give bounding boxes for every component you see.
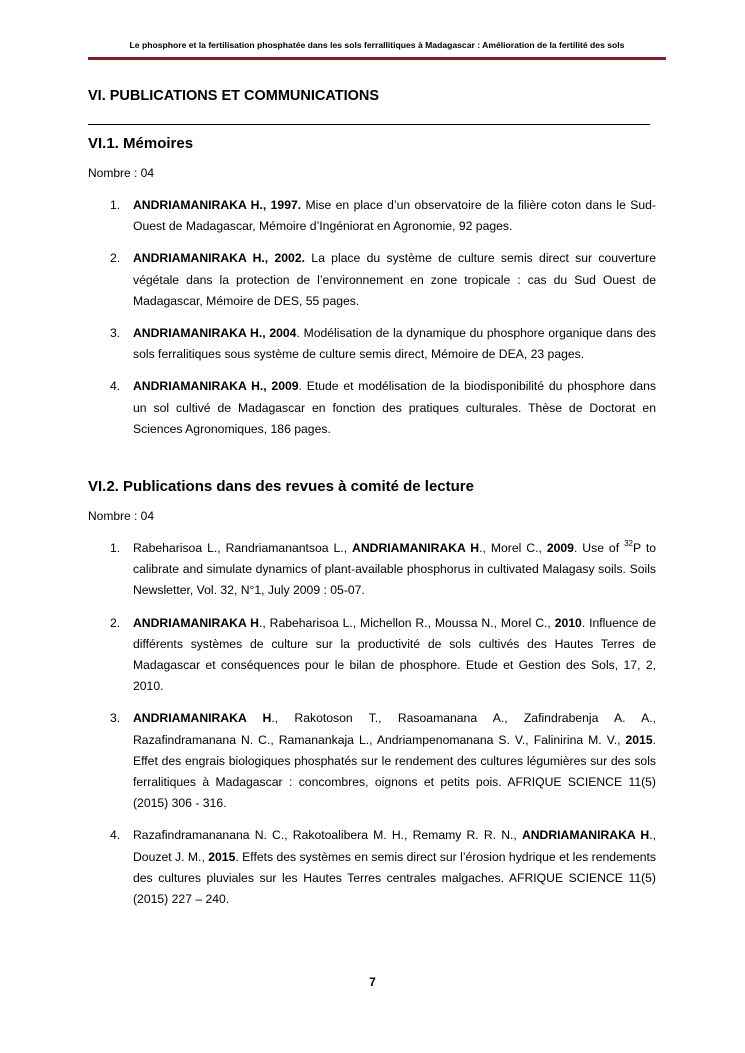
author-highlight: ANDRIAMANIRAKA H — [133, 615, 259, 630]
publication-year: 2015 — [208, 849, 236, 864]
reference-text: Mise en place d’un observatoire de la filière coton dans le Sud-Ouest de Madagascar, Mémoire d’Ingéniorat en Agronomie, 92 pages. — [133, 198, 656, 234]
publication-item — [88, 613, 656, 698]
isotope-superscript: 32 — [624, 539, 633, 548]
item-number: 3. — [110, 711, 121, 726]
author-highlight: ANDRIAMANIRAKA H — [521, 828, 650, 843]
memoires-list — [88, 195, 656, 451]
publication-year: 2009 — [546, 541, 574, 555]
memoires-count: Nombre : 04 — [88, 166, 155, 180]
coauthors-after: ., Rabeharisoa L., Michellon R., Moussa N., Morel C., — [258, 615, 555, 630]
title-lead: . Use of — [573, 541, 625, 555]
coauthors-after: ., Rakotoson T., Rasoamanana A., Zafindrabenja A. A., Razafindramanana N. C., Ramanankaja L., Andriampenomanana S. V., Falinirina M. V., — [133, 711, 656, 747]
reference-text: . Influence de différents systèmes de culture sur la productivité de sols cultivés des Hautes Terres de Madagascar et conséquences pour le bilan de phosphore. Etude et Gestion des Sols, 17, 2, 2010. — [133, 615, 656, 694]
coauthors-after: ., Morel C., — [479, 541, 547, 555]
reference-text: . Modélisation de la dynamique du phosphore organique dans des sols ferralitiques sous système de culture semis direct, Mémoire de DEA, 23 pages. — [133, 326, 656, 362]
reference-text: P to calibrate and simulate dynamics of plant-available phosphorus in cultivated Malagasy soils. Soils Newsletter, Vol. 32, N°1, July 2009 : 05-07. — [133, 541, 657, 598]
publication-item — [88, 708, 656, 814]
item-number: 2. — [110, 615, 121, 630]
reference-text: . Effet des engrais biologiques phosphatés sur le rendement des cultures légumières sur des sols ferralitiques à Madagascar : concombres, oignons et petits pois. AFRIQUE SCIENCE 11(5) (2015) 306 - 316. — [133, 732, 656, 811]
memoire-item — [88, 248, 656, 312]
item-number: 2. — [110, 251, 121, 266]
item-number: 1. — [110, 541, 121, 555]
author-year: ANDRIAMANIRAKA H., 2002. — [133, 251, 305, 266]
title-underline — [88, 124, 650, 125]
item-number: 4. — [110, 379, 121, 394]
coauthors-before: Razafindramananana N. C., Rakotoalibera M. H., Remamy R. R. N., — [133, 828, 522, 843]
page-number: 7 — [369, 975, 376, 989]
coauthors-after: ., Douzet J. M., — [133, 828, 656, 864]
publications-count: Nombre : 04 — [88, 509, 155, 523]
reference-text: . Etude et modélisation de la biodisponibilité du phosphore dans un sol cultivé de Madagascar en fonction des pratiques culturales. Thèse de Doctorat en Sciences Agronomiques, 186 pages. — [133, 379, 657, 436]
publication-year: 2015 — [625, 732, 653, 747]
running-header: Le phosphore et la fertilisation phosphatée dans les sols ferrallitiques à Madagascar : Amélioration de la fertilité des sols — [129, 40, 625, 50]
header-rule — [88, 57, 666, 60]
item-number: 3. — [110, 326, 121, 341]
reference-text: . Effets des systèmes en semis direct sur l’érosion hydrique et les rendements des cultures pluviales sur les Hautes Terres centrales malgaches. AFRIQUE SCIENCE 11(5) (2015) 227 – 240. — [133, 849, 656, 907]
author-year: ANDRIAMANIRAKA H., 2004 — [133, 326, 297, 341]
author-highlight: ANDRIAMANIRAKA H — [352, 541, 480, 555]
memoires-title: VI.1. Mémoires — [88, 135, 194, 152]
author-highlight: ANDRIAMANIRAKA H — [133, 711, 272, 726]
publications-list — [88, 538, 656, 921]
author-year: ANDRIAMANIRAKA H., 1997. — [133, 198, 302, 212]
memoire-item — [88, 195, 656, 237]
reference-text: La place du système de culture semis direct sur couverture végétale dans la protection de l’environnement en zone tropicale : cas du Sud Ouest de Madagascar, Mémoire de DES, 55 pages. — [133, 251, 656, 308]
memoire-item — [88, 323, 656, 365]
publication-item — [88, 825, 656, 910]
memoire-item — [88, 376, 656, 440]
coauthors-before: Rabeharisoa L., Randriamanantsoa L., — [133, 541, 353, 555]
item-number: 1. — [110, 198, 121, 212]
publication-item — [88, 538, 656, 602]
item-number: 4. — [110, 828, 121, 843]
publication-year: 2010 — [554, 615, 582, 630]
section-title: VI. PUBLICATIONS ET COMMUNICATIONS — [88, 88, 380, 104]
publications-title: VI.2. Publications dans des revues à comité de lecture — [88, 478, 474, 495]
author-year: ANDRIAMANIRAKA H., 2009 — [133, 379, 299, 394]
